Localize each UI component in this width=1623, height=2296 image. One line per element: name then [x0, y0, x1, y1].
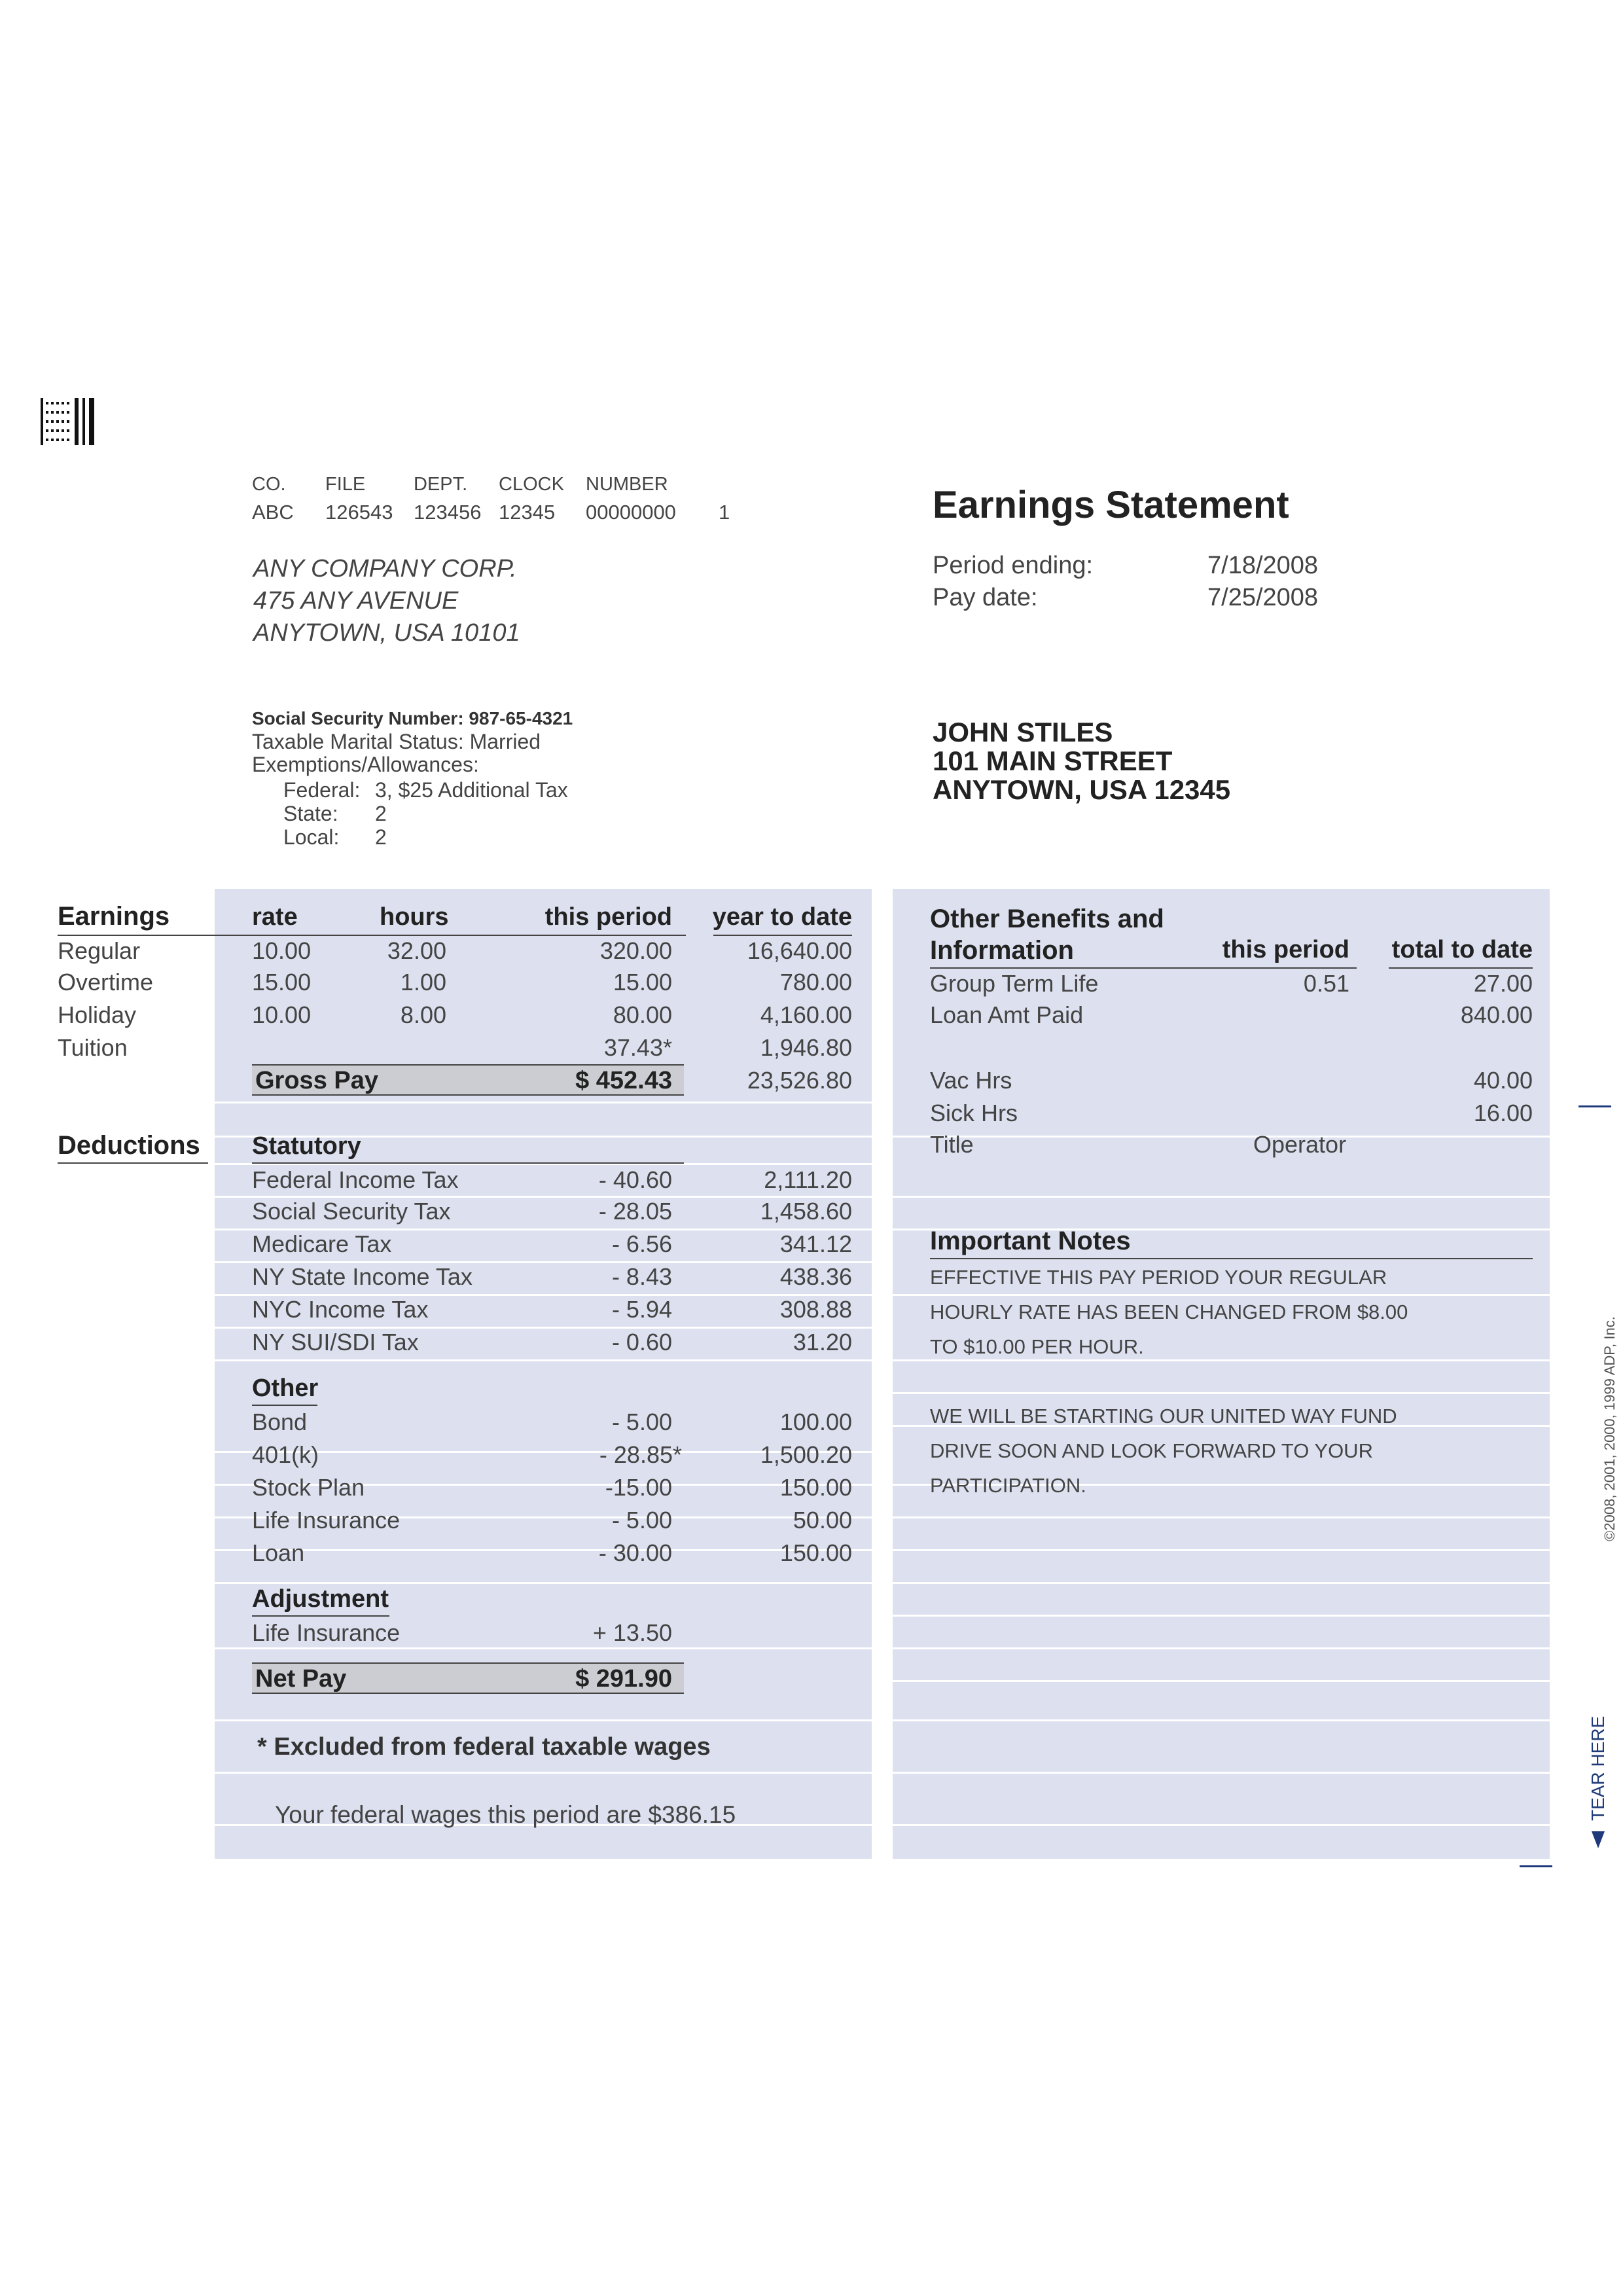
hours-row-label: Vac Hrs [930, 1067, 1012, 1094]
employee-street: 101 MAIN STREET [933, 745, 1173, 776]
deduction-row-label: NY SUI/SDI Tax [252, 1329, 419, 1355]
deduction-row-label: Life Insurance [252, 1507, 401, 1534]
benefits-row-label: Group Term Life [930, 970, 1099, 997]
tear-here-label: TEAR HERE [1588, 1715, 1608, 1821]
company-street: 475 ANY AVENUE [253, 587, 459, 615]
gross-pay-ytd: 23,526.80 [747, 1067, 852, 1094]
notes-line: DRIVE SOON AND LOOK FORWARD TO YOUR [930, 1439, 1373, 1462]
deduction-row-ytd: 150.00 [779, 1474, 852, 1501]
adjustment-row-this-period: + 13.50 [592, 1619, 672, 1646]
period-ending-value: 7/18/2008 [1207, 552, 1319, 579]
hours-header: hours [380, 903, 449, 931]
dept-value: 123456 [414, 501, 482, 524]
earnings-row-label: Tuition [58, 1034, 128, 1061]
other-label: Other [252, 1374, 319, 1402]
benefits-total-header: total to date [1391, 936, 1533, 963]
hours-row-total: 40.00 [1473, 1067, 1533, 1094]
co-value: ABC [252, 501, 294, 524]
benefits-notes-panel [893, 889, 1550, 1859]
deduction-row-this-period: - 8.43 [611, 1263, 672, 1290]
deduction-row-this-period: - 6.56 [611, 1230, 672, 1257]
earnings-row-label: Overtime [58, 969, 154, 996]
benefits-subtitle: Information [930, 936, 1074, 965]
deduction-row-ytd: 31.20 [793, 1329, 852, 1355]
state-label: State: [283, 802, 338, 825]
notes-line: PARTICIPATION. [930, 1474, 1086, 1497]
employee-name: JOHN STILES [933, 717, 1113, 747]
deduction-row-this-period: - 28.85* [599, 1441, 682, 1468]
deduction-row-ytd: 100.00 [779, 1408, 852, 1435]
earnings-row-rate: 15.00 [252, 969, 312, 996]
deduction-row-this-period: -15.00 [605, 1474, 672, 1501]
statutory-label: Statutory [252, 1132, 361, 1160]
earnings-row-label: Holiday [58, 1001, 137, 1028]
benefits-row-this-period: 0.51 [1303, 970, 1349, 997]
number-label: NUMBER [586, 474, 668, 495]
hours-row-total: 16.00 [1473, 1100, 1533, 1126]
earnings-row-this-period: 15.00 [613, 969, 672, 996]
title-row-value: Operator [1253, 1131, 1347, 1158]
co-label: CO. [252, 474, 286, 495]
deduction-row-ytd: 1,458.60 [760, 1198, 852, 1225]
earnings-row-ytd: 4,160.00 [760, 1001, 852, 1028]
deduction-row-label: NY State Income Tax [252, 1263, 473, 1290]
local-value: 2 [375, 825, 387, 849]
earnings-row-rate: 10.00 [252, 1001, 312, 1028]
deduction-row-ytd: 308.88 [779, 1296, 852, 1323]
deduction-row-ytd: 1,500.20 [760, 1441, 852, 1468]
notes-line: EFFECTIVE THIS PAY PERIOD YOUR REGULAR [930, 1266, 1387, 1289]
deduction-row-ytd: 2,111.20 [764, 1166, 852, 1193]
benefits-this-period-header: this period [1222, 936, 1349, 963]
earnings-row-hours: 1.00 [400, 969, 446, 996]
adjustment-label: Adjustment [252, 1585, 389, 1613]
dept-label: DEPT. [414, 474, 468, 495]
deduction-row-label: NYC Income Tax [252, 1296, 429, 1323]
deduction-row-label: Loan [252, 1539, 305, 1566]
benefits-row-total: 840.00 [1460, 1001, 1533, 1028]
benefits-title: Other Benefits and [930, 905, 1164, 933]
deduction-row-ytd: 50.00 [793, 1507, 852, 1534]
clock-value: 12345 [499, 501, 556, 524]
deduction-row-this-period: - 28.05 [598, 1198, 672, 1225]
earnings-row-ytd: 780.00 [779, 969, 852, 996]
federal-wages-text: Your federal wages this period are $386.15 [275, 1801, 736, 1828]
earnings-section-label: Earnings [58, 902, 170, 931]
federal-label: Federal: [283, 778, 361, 802]
deductions-section-label: Deductions [58, 1131, 200, 1160]
page-value: 1 [719, 501, 730, 524]
clock-label: CLOCK [499, 474, 564, 495]
earnings-row-label: Regular [58, 937, 141, 964]
earnings-row-hours: 8.00 [400, 1001, 446, 1028]
file-value: 126543 [325, 501, 393, 524]
earnings-row-rate: 10.00 [252, 937, 312, 964]
notes-line: TO $10.00 PER HOUR. [930, 1335, 1144, 1358]
deduction-row-label: Bond [252, 1408, 308, 1435]
deduction-row-label: Federal Income Tax [252, 1166, 459, 1193]
rate-header: rate [252, 903, 298, 931]
footnote: * Excluded from federal taxable wages [257, 1733, 711, 1761]
tear-tick-mark [1520, 1865, 1552, 1867]
benefits-row-total: 27.00 [1473, 970, 1533, 997]
pay-date-value: 7/25/2008 [1207, 584, 1319, 611]
copyright-text: ©2008, 2001, 2000, 1999 ADP, Inc. [1601, 1316, 1618, 1541]
deduction-row-this-period: - 5.00 [611, 1408, 672, 1435]
deduction-row-ytd: 341.12 [779, 1230, 852, 1257]
ssn-text: Social Security Number: 987-65-4321 [252, 708, 573, 728]
company-city: ANYTOWN, USA 10101 [253, 619, 520, 647]
deduction-row-ytd: 150.00 [779, 1539, 852, 1566]
number-value: 00000000 [586, 501, 676, 524]
period-ending-label: Period ending: [933, 552, 1094, 579]
deduction-row-label: Stock Plan [252, 1474, 365, 1501]
earnings-row-this-period: 320.00 [599, 937, 672, 964]
deduction-row-label: 401(k) [252, 1441, 319, 1468]
earnings-row-this-period: 80.00 [613, 1001, 672, 1028]
deduction-row-ytd: 438.36 [779, 1263, 852, 1290]
barcode-icon [41, 398, 99, 445]
earnings-row-ytd: 1,946.80 [760, 1034, 852, 1061]
deduction-row-label: Medicare Tax [252, 1230, 392, 1257]
gross-pay-label: Gross Pay [255, 1067, 378, 1094]
federal-value: 3, $25 Additional Tax [375, 778, 568, 802]
marital-status: Taxable Marital Status: Married [252, 730, 541, 753]
title-row-label: Title [930, 1131, 974, 1158]
deduction-row-this-period: - 40.60 [598, 1166, 672, 1193]
page-title: Earnings Statement [933, 484, 1289, 526]
employee-city: ANYTOWN, USA 12345 [933, 774, 1231, 805]
this-period-header: this period [544, 903, 672, 931]
ytd-header: year to date [712, 903, 852, 931]
company-name: ANY COMPANY CORP. [253, 555, 517, 583]
state-value: 2 [375, 802, 387, 825]
notes-title: Important Notes [930, 1227, 1131, 1255]
deduction-row-label: Social Security Tax [252, 1198, 451, 1225]
notes-line: HOURLY RATE HAS BEEN CHANGED FROM $8.00 [930, 1300, 1408, 1323]
pay-date-label: Pay date: [933, 584, 1038, 611]
exemptions-label: Exemptions/Allowances: [252, 753, 479, 776]
net-pay-label: Net Pay [255, 1665, 347, 1693]
tear-here-arrow-icon [1590, 1830, 1606, 1850]
gross-pay-value: $ 452.43 [575, 1067, 672, 1094]
tear-tick-mark [1578, 1105, 1611, 1107]
deduction-row-this-period: - 30.00 [598, 1539, 672, 1566]
deduction-row-this-period: - 5.00 [611, 1507, 672, 1534]
deduction-row-this-period: - 5.94 [611, 1296, 672, 1323]
benefits-row-label: Loan Amt Paid [930, 1001, 1084, 1028]
deduction-row-this-period: - 0.60 [611, 1329, 672, 1355]
earnings-row-hours: 32.00 [387, 937, 446, 964]
adjustment-row-label: Life Insurance [252, 1619, 401, 1646]
notes-line: WE WILL BE STARTING OUR UNITED WAY FUND [930, 1405, 1397, 1427]
file-label: FILE [325, 474, 366, 495]
local-label: Local: [283, 825, 340, 849]
earnings-row-this-period: 37.43* [603, 1034, 672, 1061]
net-pay-value: $ 291.90 [575, 1665, 672, 1693]
earnings-row-ytd: 16,640.00 [747, 937, 852, 964]
hours-row-label: Sick Hrs [930, 1100, 1018, 1126]
